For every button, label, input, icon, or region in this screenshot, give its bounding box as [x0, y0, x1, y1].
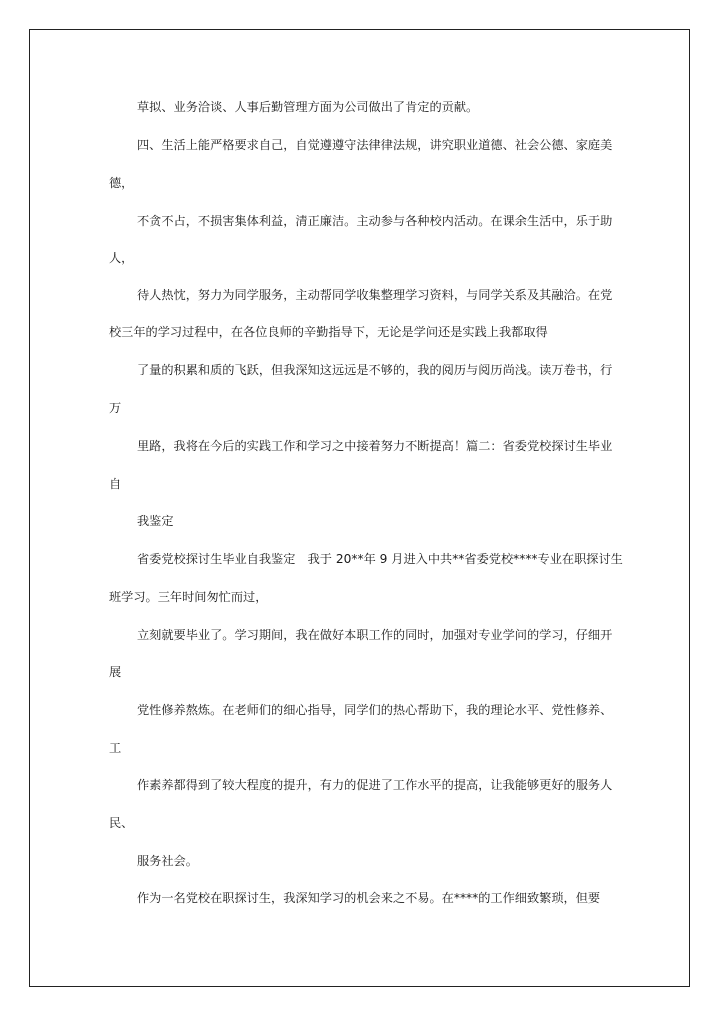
text-line: 民、	[109, 816, 134, 830]
text-line: 班学习。三年时间匆忙而过，	[109, 590, 268, 604]
text-line: 服务社会。	[137, 854, 198, 868]
text-line: 四、生活上能严格要求自己，自觉遵遵守法律律法规，讲究职业道德、社会公德、家庭美	[137, 138, 613, 152]
text-line: 待人热忱，努力为同学服务，主动帮同学收集整理学习资料，与同学关系及其融洽。在党	[137, 288, 613, 302]
text-line: 人，	[109, 251, 134, 265]
text-line: 自	[109, 477, 122, 491]
text-line: 里路，我将在今后的实践工作和学习之中接着努力不断提高！篇二：省委党校探讨生毕业	[137, 439, 613, 453]
text-line: 德，	[109, 176, 134, 190]
text-line: 了量的积累和质的飞跃，但我深知这远远是不够的，我的阅历与阅历尚浅。读万卷书，行	[137, 363, 613, 377]
text-line: 校三年的学习过程中，在各位良师的辛勤指导下，无论是学问还是实践上我都取得	[109, 325, 548, 339]
document-page	[29, 29, 690, 987]
text-line: 立刻就要毕业了。学习期间，我在做好本职工作的同时，加强对专业学问的学习，仔细开	[137, 628, 613, 642]
text-line: 作素养都得到了较大程度的提升，有力的促进了工作水平的提高，让我能够更好的服务人	[137, 778, 613, 792]
text-line: 作为一名党校在职探讨生，我深知学习的机会来之不易。在****的工作细致繁琐，但要	[137, 891, 601, 905]
text-line: 工	[109, 741, 122, 755]
text-line: 省委党校探讨生毕业自我鉴定 我于 20**年 9 月进入中共**省委党校****专业在职探讨生	[137, 552, 623, 566]
text-line: 不贪不占，不损害集体利益，清正廉洁。主动参与各种校内活动。在课余生活中，乐于助	[137, 214, 613, 228]
text-line: 我鉴定	[137, 514, 174, 528]
text-line: 展	[109, 665, 122, 679]
text-line: 党性修养熬炼。在老师们的细心指导，同学们的热心帮助下，我的理论水平、党性修养、	[137, 703, 613, 717]
text-line: 万	[109, 401, 122, 415]
text-line: 草拟、业务洽谈、人事后勤管理方面为公司做出了肯定的贡献。	[137, 100, 479, 114]
